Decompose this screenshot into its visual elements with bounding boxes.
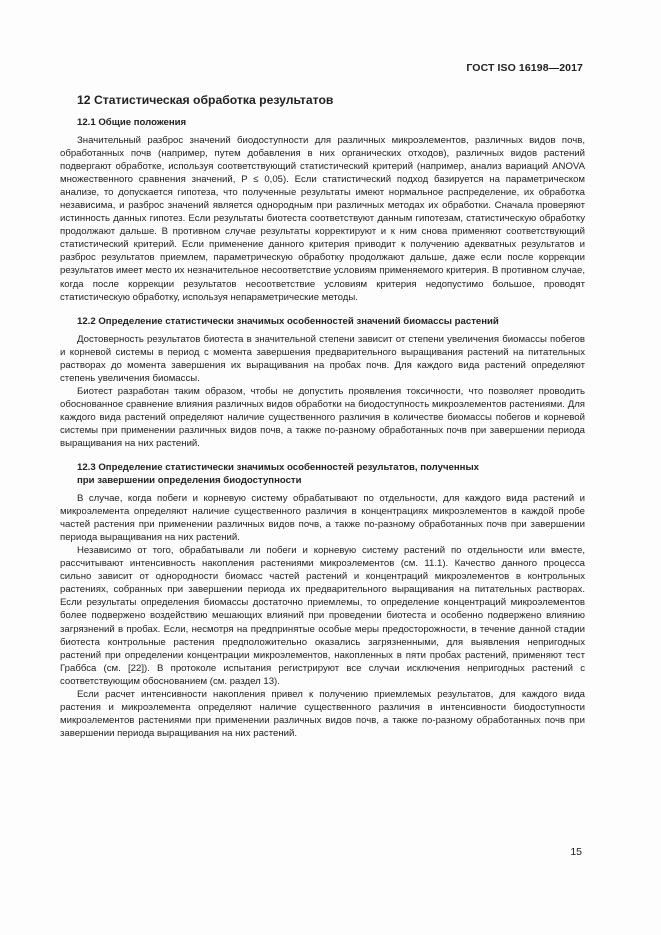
paragraph: Достоверность результатов биотеста в значительной степени зависит от степени увеличения биомассы побегов и корневой системы в период с момента завершения предварительного выращивания растений на питательных растворах до момента завершения их выращивания на пробах почв. Для каждого вида растений определяют степень увеличения биомассы.	[60, 333, 585, 384]
subsection-title-12-1: 12.1 Общие положения	[77, 117, 187, 128]
paragraph: Значительный разброс значений биодоступности для различных микроэлементов, различных видов почв, обработанных почв (например, путем добавления в них органических отходов), различных видов растений подвергают обработке, используя соответствующий статистический критерий (например, анализ вариаций ANOVA множественного сравнения значений, P ≤ 0,05). Если статистический подход базируется на параметрическом анализе, то допускается гипотеза, что полученные результаты имеют нормальное распределение, их обработка независима, и разброс значений является однородным при различных методах их обработки. Сначала проверяют истинность данных гипотез. Если результаты биотеста соответствуют данным гипотезам, статистическую обработку продолжают дальше. В противном случае результаты корректируют и к ним снова применяют соответствующий статистический критерий. Если применение данного критерия приводит к получению адекватных результатов и разброс результатов приемлем, параметрическую обработку продолжают дальше, даже если после коррекции результатов имеет место их незначительное несоответствие условиям применяемого критерия. В противном случае, когда после коррекции результатов несоответствие условиям критерия недопустимо большое, проводят статистическую обработку, используя непараметрические методы.	[60, 135, 585, 303]
paragraph: Если расчет интенсивности накопления привел к получению приемлемых результатов, для каждого вида растения и микроэлемента определяют наличие существенного различия в интенсивности биодоступности микроэлементов растениями при применении различных видов почв, а также по-разному обработанных почв при завершении периода выращивания на них растений.	[60, 688, 585, 739]
subsection-title-12-3	[77, 461, 585, 487]
paragraph: Биотест разработан таким образом, чтобы не допустить проявления токсичности, что позволяет проводить обоснованное сравнение влияния различных видов обработки на биодоступность микроэлементов растениями. Для каждого вида растений определяют наличие существенного различия в количестве биомассы побегов и корневой системы при применении различных видов почв, а также по-разному обработанных почв при завершении периода выращивания на них растений.	[60, 385, 585, 449]
page-number: 15	[570, 846, 582, 858]
section-title: 12 Статистическая обработка результатов	[77, 93, 334, 107]
paragraph: В случае, когда побеги и корневую систему обрабатывают по отдельности, для каждого вида растений и микроэлемента определяют наличие существенного различия в концентрациях микроэлементов в каждой пробе частей растения при применении различных видов почв, а также по-разному обработанных почв при завершении периода выращивания на них растений.	[60, 493, 585, 544]
subsection-title-line-1: 12.3 Определение статистически значимых особенностей результатов, полученных	[77, 462, 479, 474]
page-body	[60, 92, 585, 740]
subsection-title-line-2: при завершении определения биодоступности	[77, 475, 302, 487]
standard-designation: ГОСТ ISO 16198—2017	[466, 62, 583, 74]
subsection-title-12-2: 12.2 Определение статистически значимых особенностей значений биомассы растений	[77, 315, 499, 327]
paragraph: Независимо от того, обрабатывали ли побеги и корневую систему растений по отдельности или вместе, рассчитывают интенсивность накопления растениями микроэлементов (см. 11.1). Качество данного процесса сильно зависит от однородности биомасс частей растений и концентраций микроэлементов в контрольных растениях, собранных при завершении периода их предварительного выращивания на питательных растворах. Если результаты определения биомассы достаточно приемлемы, то определение концентраций микроэлементов более подвержено воздействию мешающих влияний при проведении биотеста и особенно подвержено влиянию загрязнений в пробах. Если, несмотря на предпринятые особые меры предосторожности, в течение данной стадии биотеста контрольные растения предположительно оказались загрязненными, для выявления непригодных растений при определении концентрации микроэлементов, накопленных в пяти пробах растений, применяют тест Граббса (см. [22]). В протоколе испытания регистрируют все случаи исключения непригодных растений с соответствующим обоснованием (см. раздел 13).	[60, 545, 585, 687]
